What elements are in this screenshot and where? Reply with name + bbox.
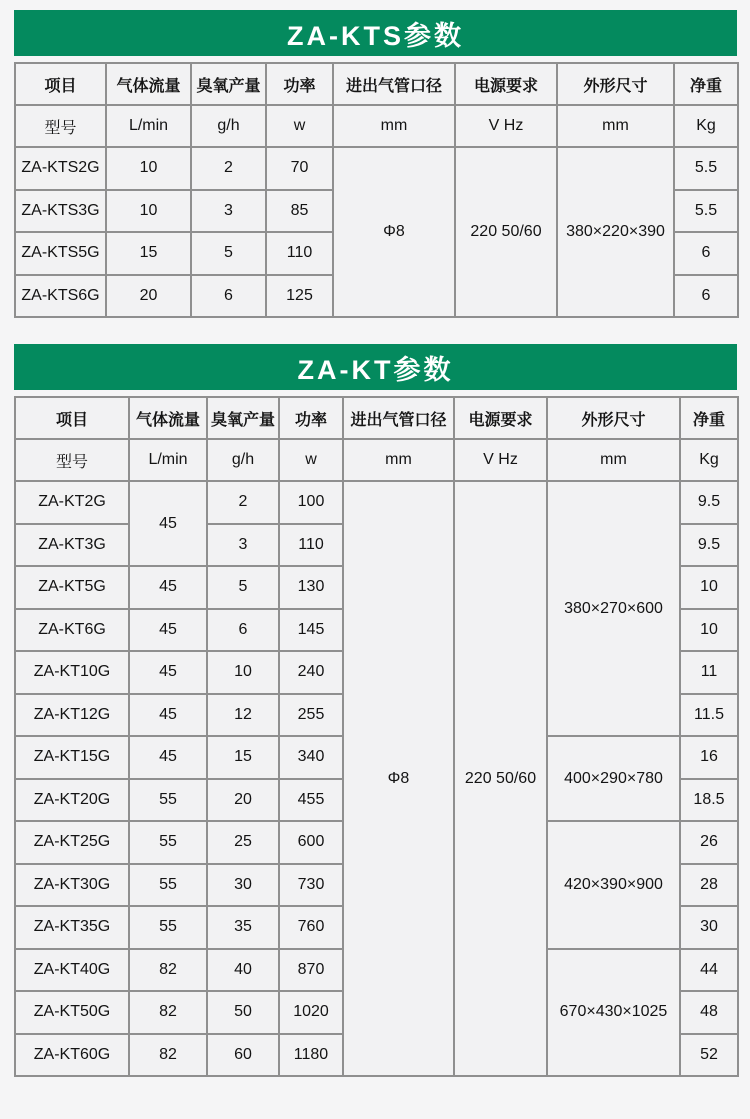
unit-cell: 型号 [15,105,106,147]
kts-spec-table [14,62,739,318]
table-cell: 12 [207,694,279,737]
unit-cell: w [266,105,333,147]
table-cell: 2 [191,147,266,190]
table-cell: 870 [279,949,343,992]
unit-cell: V Hz [454,439,547,481]
column-header: 外形尺寸 [557,63,674,105]
table-cell: Φ8 [333,147,455,317]
table-cell: 380×220×390 [557,147,674,317]
column-header: 功率 [279,397,343,439]
table-cell: 600 [279,821,343,864]
table-cell: 145 [279,609,343,652]
unit-cell: L/min [106,105,191,147]
unit-cell: Kg [674,105,738,147]
unit-cell: w [279,439,343,481]
table-cell: 6 [674,232,738,275]
table-cell: 44 [680,949,738,992]
table-cell: 15 [207,736,279,779]
table-cell: 5 [191,232,266,275]
kt-table-title-banner: ZA-KT参数 [14,344,737,390]
unit-cell: mm [557,105,674,147]
table-cell: ZA-KT30G [15,864,129,907]
table-cell: ZA-KT25G [15,821,129,864]
table-cell: 45 [129,609,207,652]
column-header-row [15,397,738,439]
table-cell: ZA-KT50G [15,991,129,1034]
column-header: 气体流量 [106,63,191,105]
table-cell: 45 [129,651,207,694]
table-cell: 240 [279,651,343,694]
table-cell: 18.5 [680,779,738,822]
table-cell: 10 [680,609,738,652]
table-cell: 6 [191,275,266,318]
column-header: 臭氧产量 [207,397,279,439]
table-cell: 730 [279,864,343,907]
table-cell: 30 [680,906,738,949]
table-cell: ZA-KTS6G [15,275,106,318]
unit-cell: g/h [207,439,279,481]
table-cell: ZA-KT6G [15,609,129,652]
table-cell: ZA-KTS5G [15,232,106,275]
table-cell: 82 [129,1034,207,1077]
table-cell: 10 [680,566,738,609]
column-header: 净重 [680,397,738,439]
table-cell: 2 [207,481,279,524]
table-cell: 28 [680,864,738,907]
table-cell: 85 [266,190,333,233]
table-cell: 6 [674,275,738,318]
table-cell: 45 [129,481,207,566]
table-cell: 455 [279,779,343,822]
table-cell: 20 [207,779,279,822]
unit-cell: g/h [191,105,266,147]
table-cell: ZA-KT15G [15,736,129,779]
table-cell: ZA-KT40G [15,949,129,992]
table-cell: 9.5 [680,481,738,524]
table-cell: 220 50/60 [455,147,557,317]
table-cell: 3 [191,190,266,233]
table-cell: 15 [106,232,191,275]
column-header: 气体流量 [129,397,207,439]
unit-cell: 型号 [15,439,129,481]
table-cell: 40 [207,949,279,992]
table-cell: 25 [207,821,279,864]
table-cell: ZA-KT35G [15,906,129,949]
table-cell: 5.5 [674,147,738,190]
column-header: 功率 [266,63,333,105]
unit-cell: L/min [129,439,207,481]
unit-cell-row [15,105,738,147]
table-cell: 55 [129,779,207,822]
table-cell: 220 50/60 [454,481,547,1076]
table-cell: 50 [207,991,279,1034]
column-header: 电源要求 [454,397,547,439]
column-header: 项目 [15,397,129,439]
table-cell: 45 [129,736,207,779]
table-cell: 1020 [279,991,343,1034]
unit-cell: mm [343,439,454,481]
table-cell: 52 [680,1034,738,1077]
table-cell: 6 [207,609,279,652]
table-cell: Φ8 [343,481,454,1076]
table-row [15,147,738,190]
table-cell: 110 [266,232,333,275]
table-cell: 110 [279,524,343,567]
table-cell: ZA-KT5G [15,566,129,609]
table-cell: 60 [207,1034,279,1077]
column-header-row [15,63,738,105]
table-cell: 760 [279,906,343,949]
table-cell: 130 [279,566,343,609]
column-header: 进出气管口径 [343,397,454,439]
table-cell: 55 [129,906,207,949]
table-cell: 125 [266,275,333,318]
table-cell: ZA-KT60G [15,1034,129,1077]
unit-cell-row [15,439,738,481]
table-cell: 55 [129,821,207,864]
table-cell: 9.5 [680,524,738,567]
table-cell: 45 [129,694,207,737]
table-cell: 20 [106,275,191,318]
unit-cell: V Hz [455,105,557,147]
table-cell: ZA-KT20G [15,779,129,822]
column-header: 臭氧产量 [191,63,266,105]
column-header: 电源要求 [455,63,557,105]
table-cell: 10 [207,651,279,694]
table-cell: 10 [106,190,191,233]
unit-cell: Kg [680,439,738,481]
kt-spec-table [14,396,739,1077]
table-cell: ZA-KTS3G [15,190,106,233]
table-cell: ZA-KT2G [15,481,129,524]
table-cell: ZA-KT12G [15,694,129,737]
table-cell: 420×390×900 [547,821,680,949]
table-cell: 45 [129,566,207,609]
table-cell: 11 [680,651,738,694]
unit-cell: mm [547,439,680,481]
table-cell: 255 [279,694,343,737]
table-cell: 82 [129,991,207,1034]
table-cell: 30 [207,864,279,907]
table-cell: 400×290×780 [547,736,680,821]
table-cell: ZA-KT10G [15,651,129,694]
table-cell: 3 [207,524,279,567]
table-cell: 670×430×1025 [547,949,680,1077]
kt-spec-section [14,344,737,1077]
table-row [15,481,738,524]
kts-table-title-banner: ZA-KTS参数 [14,10,737,56]
table-cell: ZA-KTS2G [15,147,106,190]
table-cell: 70 [266,147,333,190]
table-cell: 100 [279,481,343,524]
table-cell: 48 [680,991,738,1034]
table-cell: 82 [129,949,207,992]
table-cell: 5 [207,566,279,609]
table-cell: 1180 [279,1034,343,1077]
column-header: 项目 [15,63,106,105]
column-header: 净重 [674,63,738,105]
column-header: 外形尺寸 [547,397,680,439]
table-cell: 26 [680,821,738,864]
column-header: 进出气管口径 [333,63,455,105]
table-cell: 35 [207,906,279,949]
table-cell: 340 [279,736,343,779]
table-cell: 10 [106,147,191,190]
table-cell: ZA-KT3G [15,524,129,567]
table-cell: 16 [680,736,738,779]
unit-cell: mm [333,105,455,147]
table-cell: 5.5 [674,190,738,233]
table-cell: 380×270×600 [547,481,680,736]
table-cell: 11.5 [680,694,738,737]
kts-spec-section [14,10,737,318]
table-cell: 55 [129,864,207,907]
